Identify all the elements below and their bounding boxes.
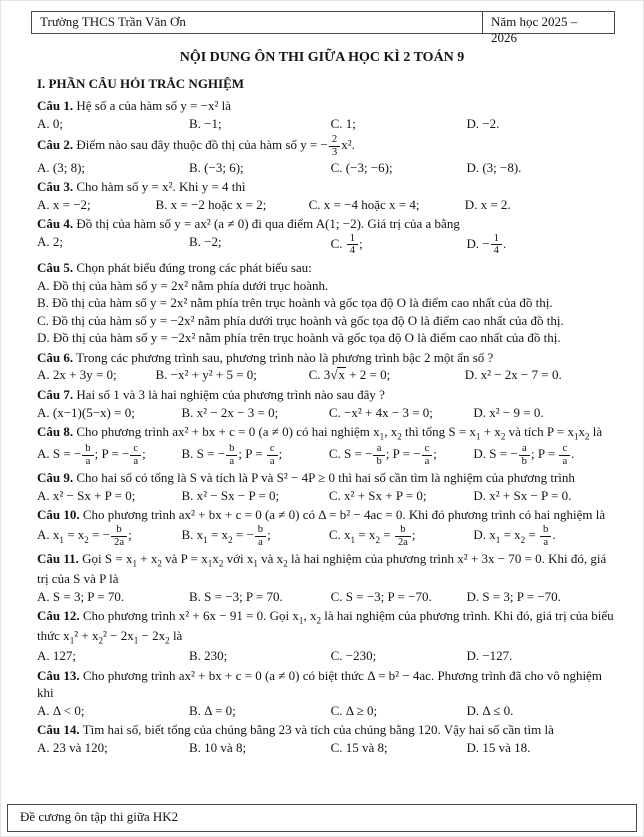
- option-b: B. −x² + y² + 5 = 0;: [155, 367, 257, 383]
- question-options: [37, 233, 615, 257]
- page-header: [31, 11, 615, 45]
- question-11: [37, 550, 615, 605]
- footer-text: Đề cương ôn tập thi giữa HK2: [20, 809, 179, 824]
- question-text: Điểm nào sau đây thuộc đồ thị của hàm số y = − $\frac{2}{3}$ x².: [76, 134, 355, 158]
- question-options: [37, 443, 615, 467]
- question-options: [37, 115, 615, 133]
- question-text: Gọi $S = x_1 + x_2$ và $P = x_1x_2$ với $x_1$ và $x_2$ là hai nghiệm của phương trình x² + 3x − 70 = 0. Khi đó, giá trị của S và P là: [37, 551, 607, 587]
- question-text: Cho phương trình ax² + bx + c = 0 (a ≠ 0) có Δ = b² − 4ac = 0. Khi đó phương trình có hai nghiệm là: [82, 507, 606, 523]
- question-12: [37, 607, 615, 664]
- option-b: B. Δ = 0;: [189, 702, 236, 718]
- question-label: Câu 9.: [37, 470, 74, 486]
- option-b: B. S = −3; P = 70.: [189, 588, 283, 604]
- option-a: A. Δ < 0;: [37, 702, 85, 718]
- question-stem: [37, 667, 615, 702]
- option-c: C. S = − $\frac{a}{b}$ ; P = − $\frac{c}{a}$ ;: [328, 442, 437, 467]
- question-stem: [37, 423, 615, 443]
- option-a: A. S = 3; P = 70.: [37, 588, 125, 604]
- question-label: Câu 12.: [37, 608, 80, 624]
- document-title: NỘI DUNG ÔN THI GIỮA HỌC KÌ 2 TOÁN 9: [179, 50, 465, 65]
- option-d: D. −2.: [466, 115, 500, 131]
- question-stem: [37, 349, 615, 367]
- option-b: B. −2;: [189, 233, 222, 249]
- question-label: Câu 3.: [37, 179, 74, 195]
- option-c: C. $\frac{1}{4}$ ;: [330, 232, 363, 257]
- question-4: [37, 215, 615, 257]
- question-label: Câu 8.: [37, 424, 74, 440]
- question-3: [37, 178, 615, 213]
- option-a: A. Đồ thị của hàm số y = 2x² nằm phía dưới trục hoành.: [37, 277, 329, 293]
- option-c: C. S = −3; P = −70.: [330, 588, 432, 604]
- option-d: D. 15 và 18.: [466, 739, 531, 755]
- option-d: D. (3; −8).: [466, 159, 522, 175]
- option-b: B. (−3; 6);: [189, 159, 244, 175]
- question-options: [37, 366, 615, 384]
- question-label: Câu 1.: [37, 98, 74, 113]
- question-stem: [37, 97, 615, 115]
- question-text: Cho hai số có tổng là S và tích là P và S² − 4P ≥ 0 thì hai số cần tìm là nghiệm của phương trình: [76, 470, 575, 486]
- option-c: C. Δ ≥ 0;: [330, 702, 378, 718]
- question-options: [37, 159, 615, 177]
- question-options: [37, 647, 615, 665]
- option-c: C. (−3; −6);: [330, 159, 393, 175]
- question-options: [37, 196, 615, 214]
- question-label: Câu 13.: [37, 667, 80, 683]
- option-a: A. 2;: [37, 233, 63, 249]
- question-stem: [37, 506, 615, 524]
- question-stem: [37, 607, 615, 647]
- question-9: [37, 469, 615, 504]
- option-c: C. Đồ thị của hàm số y = −2x² nằm phía dưới trục hoành và gốc tọa độ O là điểm cao nhất của đồ thị.: [37, 312, 564, 328]
- option-c: C. $x_1 = x_2$ = $\frac{b}{2a}$ ;: [328, 524, 416, 548]
- question-text: Trong các phương trình sau, phương trình nào là phương trình bậc 2 một ẩn số ?: [76, 349, 494, 365]
- option-a: A. x = −2;: [37, 196, 91, 212]
- question-label: Câu 11.: [37, 551, 79, 567]
- option-b: B. x = −2 hoặc x = 2;: [155, 196, 267, 212]
- school-name: Trường THCS Trần Văn Ơn: [31, 11, 483, 34]
- section-heading: I. PHẦN CÂU HỎI TRẮC NGHIỆM: [37, 76, 245, 91]
- question-text: Cho phương trình ax² + bx + c = 0 (a ≠ 0) có biệt thức Δ = b² − 4ac. Phương trình đã cho vô nghiệm khi: [37, 667, 602, 701]
- question-stem: [37, 178, 615, 196]
- question-text: Đồ thị của hàm số y = ax² (a ≠ 0) đi qua điểm A(1; −2). Giá trị của a bằng: [76, 216, 460, 232]
- question-label: Câu 6.: [37, 349, 74, 365]
- question-2: [37, 134, 615, 176]
- option-c: C. 15 và 8;: [330, 739, 388, 755]
- question-options: [37, 487, 615, 505]
- option-c: C. 1;: [330, 115, 356, 131]
- question-label: Câu 4.: [37, 216, 74, 232]
- option-b: B. Đồ thị của hàm số y = 2x² nằm phía trên trục hoành và gốc tọa độ O là điểm cao nhất của đồ thị.: [37, 295, 553, 311]
- question-options: [37, 588, 615, 606]
- question-text: Tìm hai số, biết tổng của chúng bằng 23 và tích của chúng bằng 120. Vậy hai số cần tìm là: [82, 722, 554, 738]
- option-a: A. S = − $\frac{b}{a}$ ; P = − $\frac{c}{a}$ ;: [37, 442, 146, 467]
- question-stem: [37, 134, 615, 158]
- option-d: D. S = − $\frac{a}{b}$ ; P = $\frac{c}{a}$ .: [473, 442, 575, 467]
- question-text: Hệ số a của hàm số y = −x² là: [76, 98, 232, 113]
- option-a: A. 2x + 3y = 0;: [37, 367, 117, 383]
- question-text: Cho phương trình ax² + bx + c = 0 (a ≠ 0) có hai nghiệm $x_1$, $x_2$ thì tổng $S = x_1 + x_2$ và tích $P = x_1x_2$ là: [76, 424, 603, 442]
- option-a: A. $x_1 = x_2$ = − $\frac{b}{2a}$ ;: [37, 524, 132, 548]
- questions-list: [37, 97, 615, 756]
- option-d: D. − $\frac{1}{4}$ .: [466, 232, 507, 257]
- question-6: [37, 349, 615, 384]
- question-text: Cho phương trình x² + 6x − 91 = 0. Gọi $x_1$, $x_2$ là hai nghiệm của phương trình. Khi đó, giá trị của biểu thức $x_1^2 + x_2^2 - 2x_1 - 2x_2$ là: [37, 608, 614, 646]
- question-1: [37, 97, 615, 132]
- question-text: Hai số 1 và 3 là hai nghiệm của phương trình nào sau đây ?: [76, 386, 385, 402]
- school-year: Năm học 2025 – 2026: [483, 11, 615, 34]
- option-a: A. x² − Sx + P = 0;: [37, 487, 136, 503]
- question-5: [37, 259, 615, 347]
- question-14: [37, 721, 615, 756]
- question-10: [37, 506, 615, 548]
- question-stem: [37, 550, 615, 587]
- option-a: A. (3; 8);: [37, 159, 86, 175]
- question-label: Câu 14.: [37, 722, 80, 738]
- option-b: B. x² − 2x − 3 = 0;: [181, 404, 279, 420]
- option-b: B. 230;: [189, 648, 228, 664]
- option-d: D. Đồ thị của hàm số y = −2x² nằm phía trên trục hoành và gốc tọa độ O là điểm cao nhất của đồ thị.: [37, 330, 561, 346]
- option-c: C. x² + Sx + P = 0;: [328, 487, 427, 503]
- option-b: B. $x_1 = x_2$ = − $\frac{b}{a}$ ;: [181, 524, 271, 548]
- option-b: B. S = − $\frac{b}{a}$ ; P = $\frac{c}{a}$ ;: [181, 442, 283, 467]
- question-options: [37, 702, 615, 720]
- option-a: A. 0;: [37, 115, 63, 131]
- option-c: C. −230;: [330, 648, 377, 664]
- question-stem: [37, 259, 615, 277]
- page-footer: [7, 804, 637, 832]
- option-d: D. x = 2.: [464, 196, 511, 212]
- question-options: [37, 524, 615, 548]
- question-label: Câu 5.: [37, 260, 74, 276]
- option-d: D. x² − 9 = 0.: [473, 404, 544, 420]
- question-8: [37, 423, 615, 467]
- question-7: [37, 386, 615, 421]
- option-d: D. −127.: [466, 648, 513, 664]
- question-text: Chọn phát biểu đúng trong các phát biểu sau:: [76, 260, 312, 276]
- option-a: A. 23 và 120;: [37, 739, 108, 755]
- question-stem: [37, 721, 615, 739]
- question-options: [37, 739, 615, 757]
- option-d: D. Δ ≤ 0.: [466, 702, 514, 718]
- question-options: [37, 277, 615, 347]
- question-label: Câu 10.: [37, 507, 80, 523]
- option-d: D. $x_1 = x_2$ = $\frac{b}{a}$ .: [473, 524, 556, 548]
- option-c: C. −x² + 4x − 3 = 0;: [328, 404, 433, 420]
- question-13: [37, 667, 615, 720]
- question-label: Câu 7.: [37, 386, 74, 402]
- question-stem: [37, 386, 615, 404]
- option-a: A. (x−1)(5−x) = 0;: [37, 404, 135, 420]
- option-d: D. S = 3; P = −70.: [466, 588, 561, 604]
- option-b: B. x² − Sx − P = 0;: [181, 487, 280, 503]
- option-b: B. −1;: [189, 115, 222, 131]
- question-stem: [37, 215, 615, 233]
- option-c: C. 3√x + 2 = 0;: [308, 367, 391, 383]
- question-stem: [37, 469, 615, 487]
- option-b: B. 10 và 8;: [189, 739, 247, 755]
- question-text: Cho hàm số y = x². Khi y = 4 thì: [76, 179, 246, 195]
- option-c: C. x = −4 hoặc x = 4;: [308, 196, 420, 212]
- option-a: A. 127;: [37, 648, 76, 664]
- option-d: D. x² − 2x − 7 = 0.: [464, 367, 562, 383]
- question-options: [37, 404, 615, 422]
- option-d: D. x² + Sx − P = 0.: [473, 487, 572, 503]
- question-label: Câu 2.: [37, 137, 74, 153]
